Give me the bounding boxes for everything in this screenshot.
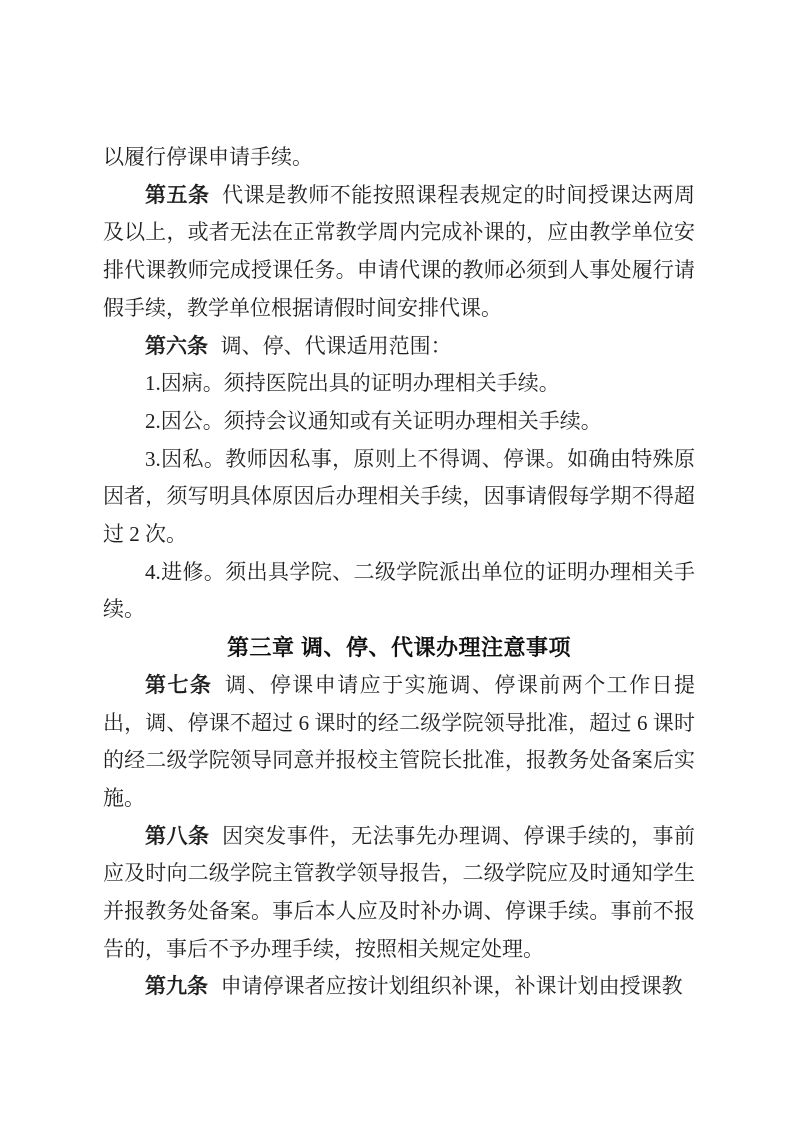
article-9-text: 申请停课者应按计划组织补课，补课计划由授课教: [220, 974, 683, 999]
paragraph-continuation: 以履行停课申请手续。: [103, 145, 313, 169]
list-item-2: 2.因公。须持会议通知或有关证明办理相关手续。: [145, 408, 602, 433]
article-7-text: 调、停课申请应于实施调、停课前两个工作日提出，调、停课不超过 6 课时的经二级学院领导批准，超过 6 课时的经二级学院领导同意并报校主管院长批准，报教务处备案后实施。: [103, 672, 696, 810]
list-item-1: 1.因病。须持医院出具的证明办理相关手续。: [145, 371, 560, 396]
article-9: [103, 968, 695, 1006]
article-6-text: 调、停、代课适用范围：: [220, 333, 452, 358]
article-6-number: 第六条: [145, 333, 208, 358]
article-5-number: 第五条: [145, 182, 210, 207]
article-7: [103, 667, 695, 818]
chapter-3-heading: 第三章 调、停、代课办理注意事项: [226, 635, 572, 661]
article-9-number: 第九条: [145, 974, 208, 999]
document-content: [103, 139, 695, 1006]
list-item-4: 4.进修。须出具学院、二级学院派出单位的证明办理相关手续。: [103, 559, 695, 622]
article-7-number: 第七条: [145, 672, 213, 697]
article-8-number: 第八条: [145, 823, 210, 848]
article-5: [103, 177, 695, 328]
article-8-text: 因突发事件，无法事先办理调、停课手续的，事前应及时向二级学院主管教学领导报告，二级学院应及时通知学生并报教务处备案。事后本人应及时补办调、停课手续。事前不报告的，事后不予办理手续，按照相关规定处理。: [103, 823, 696, 961]
article-5-text: 代课是教师不能按照课程表规定的时间授课达两周及以上，或者无法在正常教学周内完成补课的，应由教学单位安排代课教师完成授课任务。申请代课的教师必须到人事处履行请假手续，教学单位根据请假时间安排代课。: [103, 182, 696, 320]
list-item-3: 3.因私。教师因私事，原则上不得调、停课。如确由特殊原因者，须写明具体原因后办理相关手续，因事请假每学期不得超过 2 次。: [103, 446, 695, 547]
article-6: [103, 328, 695, 366]
article-8: [103, 818, 695, 969]
